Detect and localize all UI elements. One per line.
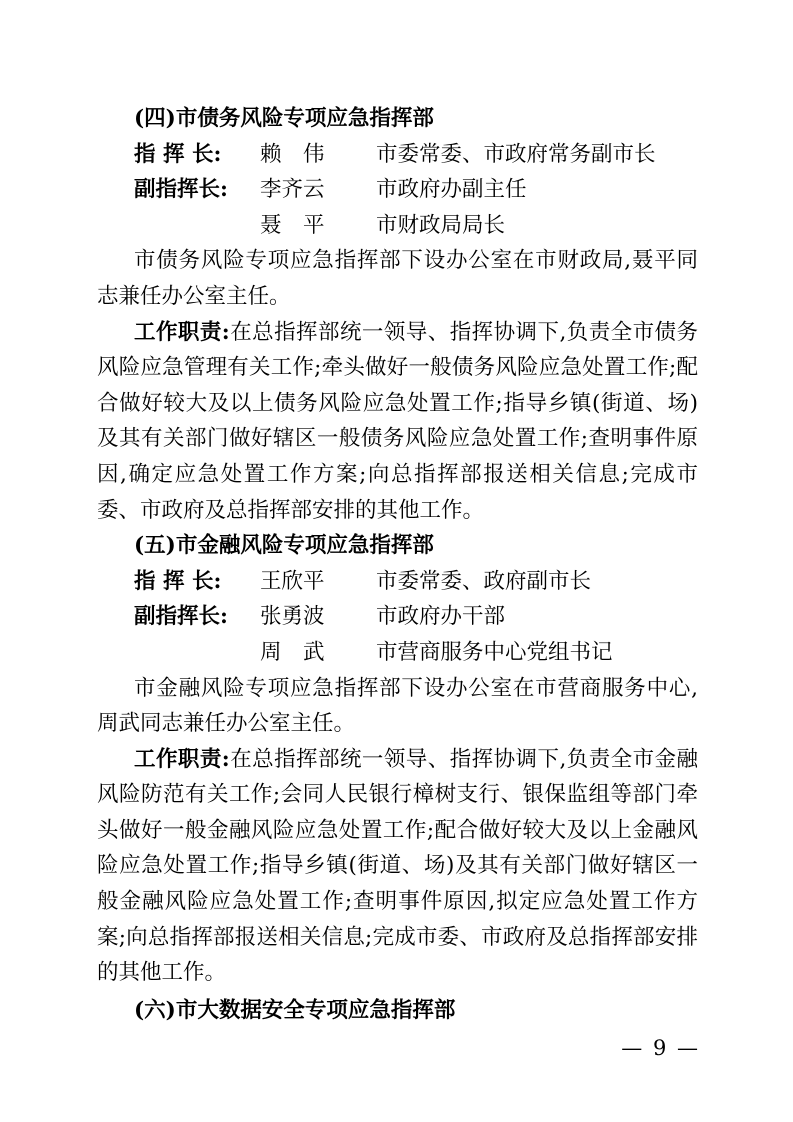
deputy-commander-label-empty [134, 208, 260, 244]
section-5-duties-paragraph [97, 742, 698, 991]
section-5-deputy-row-2 [97, 635, 698, 671]
section-5-commander-row [97, 564, 698, 600]
section-6-heading: (六)市大数据安全专项应急指挥部 [134, 997, 456, 1023]
deputy-commander-label: 副指挥长: [134, 177, 228, 203]
deputy-commander-label: 副指挥长: [134, 604, 228, 630]
section-5-heading: (五)市金融风险专项应急指挥部 [134, 533, 434, 559]
duties-text: 在总指挥部统一领导、指挥协调下,负责全市金融风险防范有关工作;会同人民银行樟树支行、银保监组等部门牵头做好一般金融风险应急处置工作;配合做好较大及以上金融风险应急处置工作;指导乡镇(街道、场)及其有关部门做好辖区一般金融风险应急处置工作;查明事件原因,拟定应急处置工作方案;向总指挥部报送相关信息;完成市委、市政府及总指挥部安排的其他工作。 [97, 746, 699, 986]
commander-title: 市委常委、市政府常务副市长 [376, 141, 656, 167]
section-4-duties-paragraph [97, 315, 698, 529]
deputy-commander-title: 市财政局局长 [376, 212, 506, 238]
section-4-deputy-row-2 [97, 208, 698, 244]
deputy-commander-name: 周 武 [260, 639, 325, 665]
commander-name: 赖 伟 [260, 141, 325, 167]
commander-name: 王欣平 [260, 568, 325, 594]
commander-label: 指 挥 长: [134, 141, 222, 167]
deputy-commander-title: 市政府办副主任 [376, 177, 527, 203]
section-4-office-note: 市债务风险专项应急指挥部下设办公室在市财政局,聂平同志兼任办公室主任。 [97, 248, 698, 309]
commander-title: 市委常委、政府副市长 [376, 568, 592, 594]
deputy-commander-name: 李齐云 [260, 177, 325, 203]
duties-label: 工作职责: [134, 746, 230, 772]
deputy-commander-title: 市营商服务中心党组书记 [376, 639, 613, 665]
section-4-heading: (四)市债务风险专项应急指挥部 [134, 106, 434, 131]
document-body [97, 101, 698, 1028]
deputy-commander-label-empty [134, 635, 260, 671]
deputy-commander-name: 聂 平 [260, 212, 325, 238]
duties-label: 工作职责: [134, 319, 230, 345]
page-number: — 9 — [621, 1036, 700, 1060]
duties-text: 在总指挥部统一领导、指挥协调下,负责全市债务风险应急管理有关工作;牵头做好一般债务风险应急处置工作;配合做好较大及以上债务风险应急处置工作;指导乡镇(街道、场)及其有关部门做好辖区一般债务风险应急处置工作;查明事件原因,确定应急处置工作方案;向总指挥部报送相关信息;完成市委、市政府及总指挥部安排的其他工作。 [97, 319, 699, 523]
section-4-deputy-row-1 [97, 172, 698, 208]
deputy-commander-name: 张勇波 [260, 604, 325, 630]
section-4-commander-row [97, 137, 698, 173]
deputy-commander-title: 市政府办干部 [376, 604, 506, 630]
section-5-office-note: 市金融风险专项应急指挥部下设办公室在市营商服务中心,周武同志兼任办公室主任。 [97, 675, 698, 737]
section-5-deputy-row-1 [97, 599, 698, 635]
commander-label: 指 挥 长: [134, 568, 222, 594]
